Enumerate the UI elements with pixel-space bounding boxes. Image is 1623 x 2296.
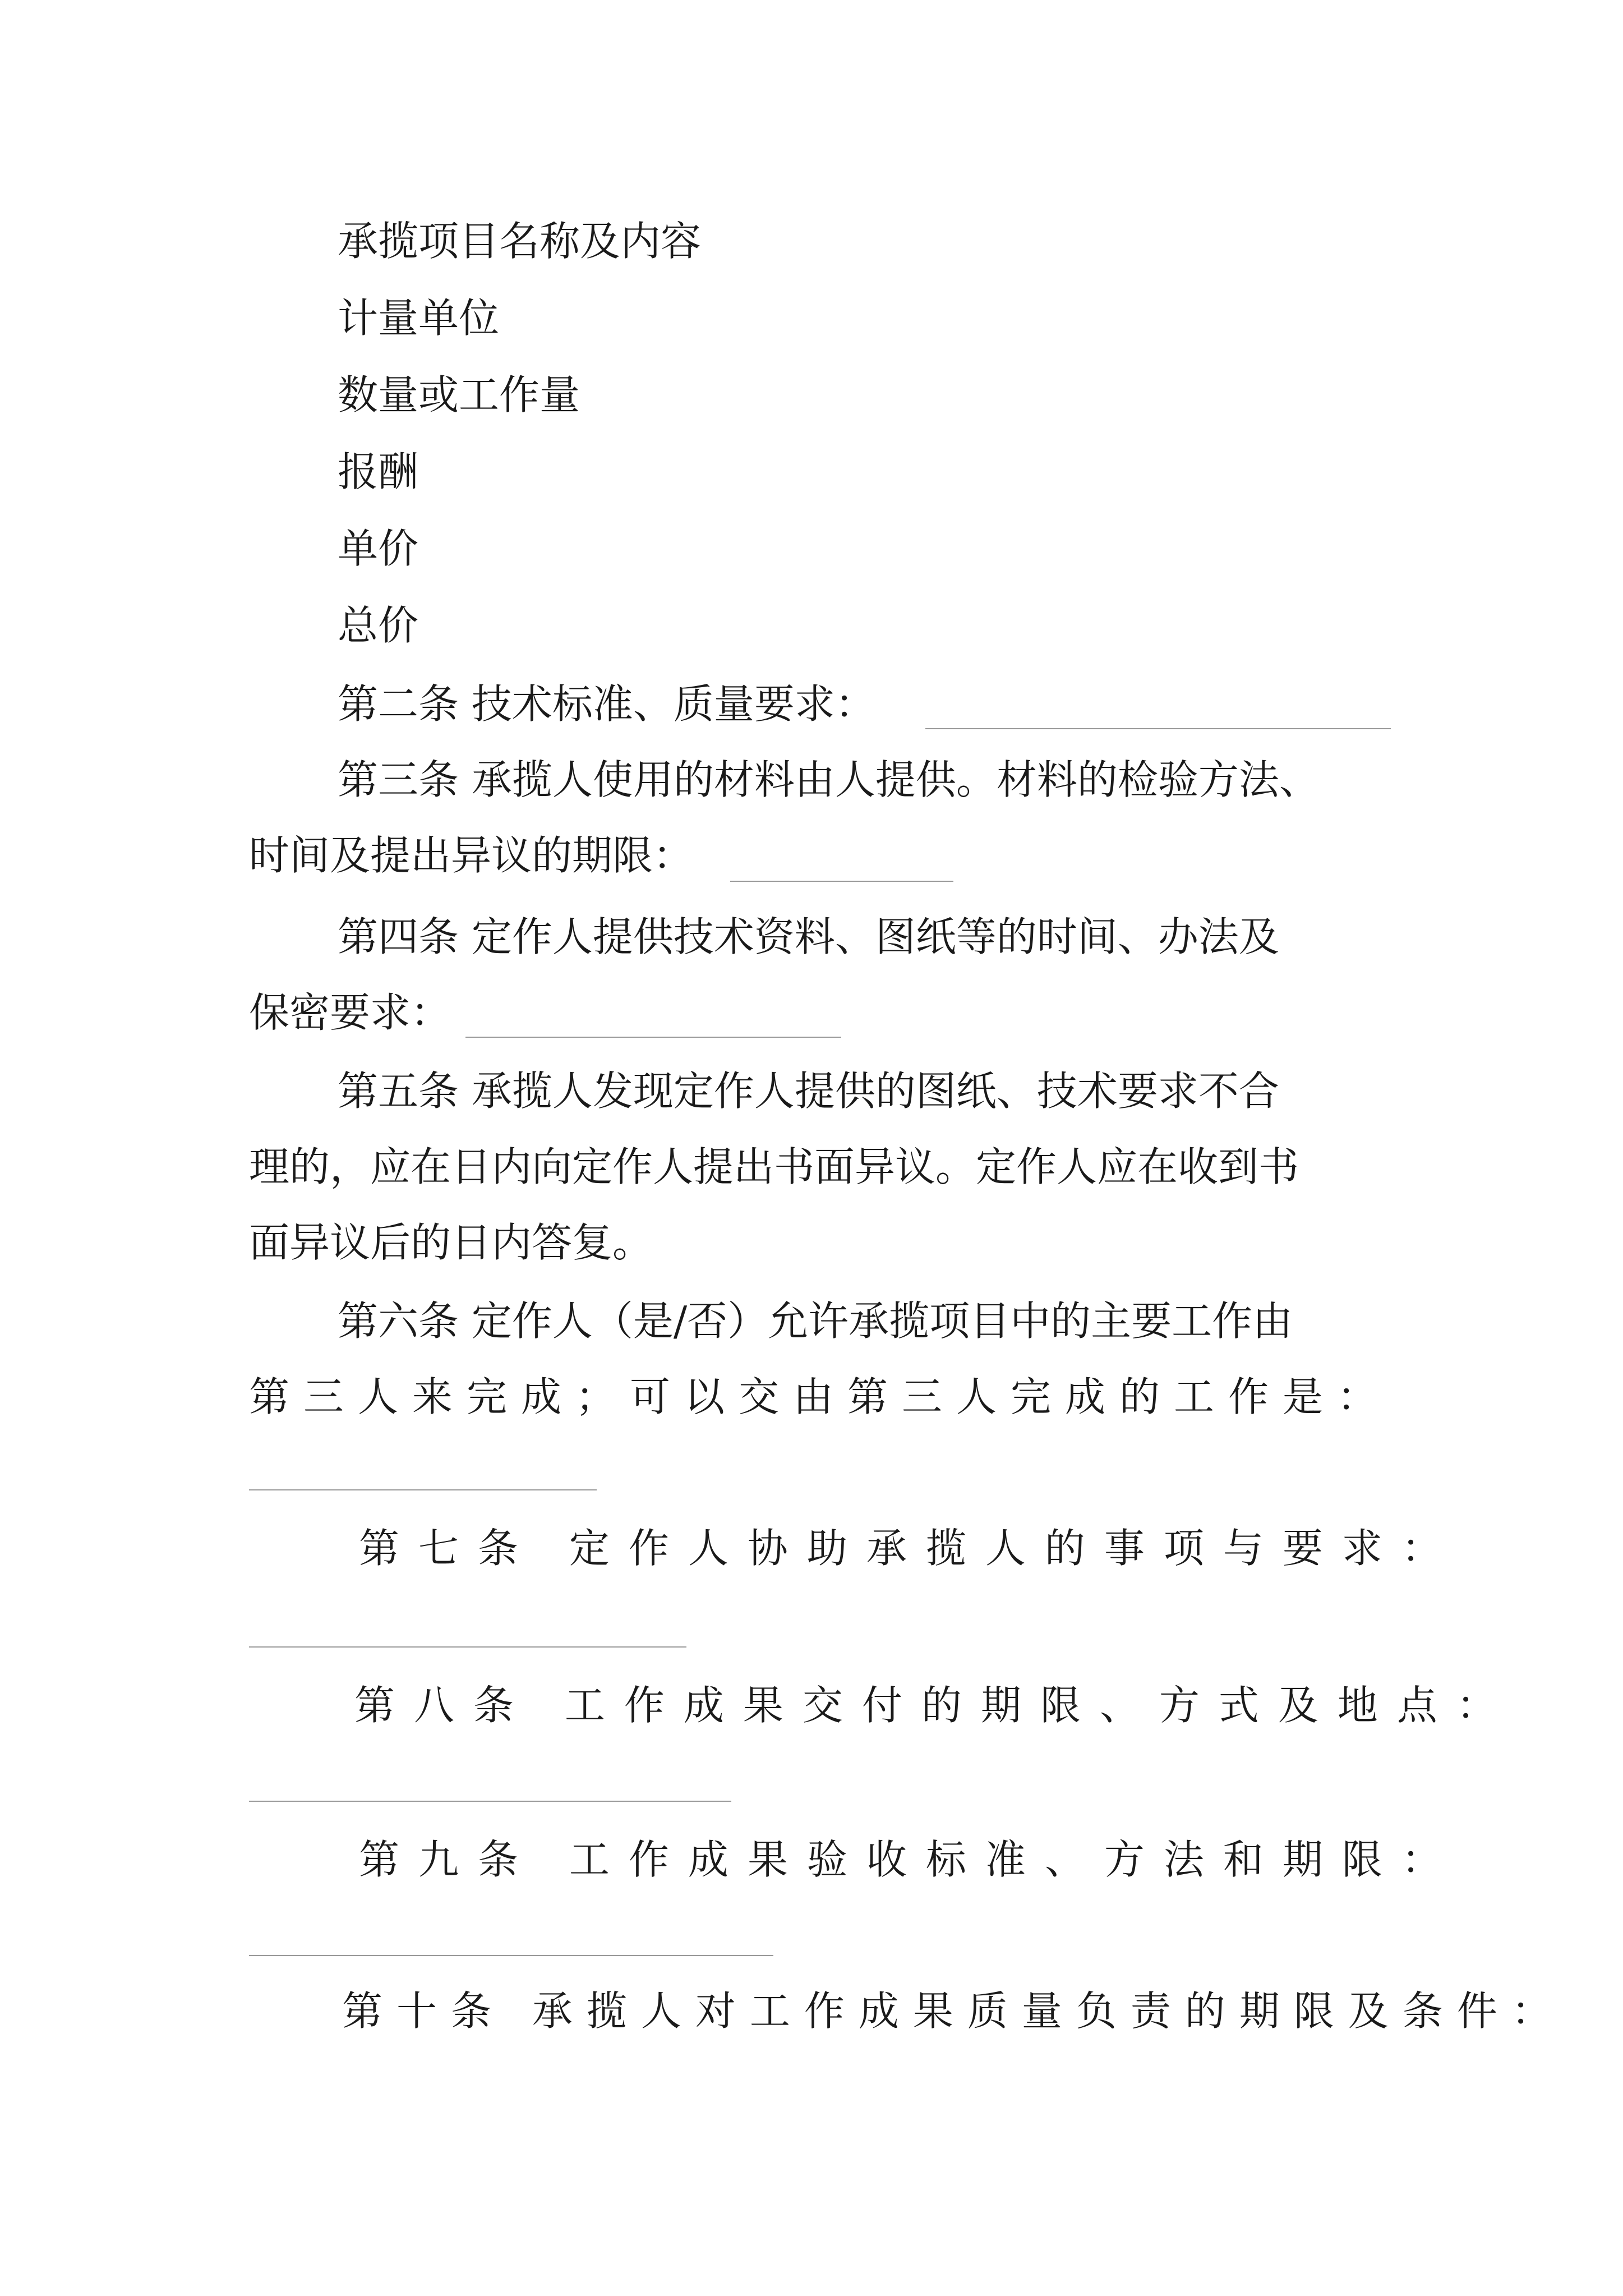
item-name-label: 承揽项目名称及内容 <box>338 218 702 265</box>
clause-7-text: 第七条 定作人协助承揽人的事项与要求： <box>359 1525 1461 1572</box>
clause-8-blank <box>249 1801 731 1802</box>
clause-5-line-1: 第五条 承揽人发现定作人提供的图纸、技术要求不合 <box>338 1068 1279 1115</box>
item-unit-price-label: 单价 <box>338 525 419 572</box>
clause-8-text: 第八条 工作成果交付的期限、方式及地点： <box>354 1682 1516 1729</box>
clause-4-line-2: 保密要求： <box>249 989 451 1036</box>
clause-9-text: 第九条 工作成果验收标准、方法和期限： <box>359 1836 1461 1883</box>
clause-3-line-2: 时间及提出异议的期限： <box>249 832 694 879</box>
item-total-label: 总价 <box>338 602 419 649</box>
item-quantity-label: 数量或工作量 <box>338 371 580 418</box>
clause-10-text: 第十条 承揽人对工作成果质量负责的期限及条件： <box>342 1987 1566 2035</box>
clause-6-blank <box>249 1489 597 1490</box>
clause-2-blank <box>925 728 1391 729</box>
clause-9-blank <box>249 1955 773 1956</box>
clause-7-blank <box>249 1646 686 1648</box>
clause-5-line-2: 理的，应在日内向定作人提出书面异议。定作人应在收到书 <box>249 1143 1299 1190</box>
clause-3-blank <box>730 881 953 882</box>
clause-6-line-2: 第三人来完成；可以交由第三人完成的工作是： <box>249 1373 1392 1420</box>
clause-4-blank <box>465 1037 841 1038</box>
clause-3-line-1: 第三条 承揽人使用的材料由人提供。材料的检验方法、 <box>338 756 1320 803</box>
clause-6-line-1: 第六条 定作人（是/否）允许承揽项目中的主要工作由 <box>338 1297 1293 1345</box>
item-pay-label: 报酬 <box>338 448 419 495</box>
item-unit-label: 计量单位 <box>338 295 500 342</box>
clause-2-text: 第二条 技术标准、质量要求： <box>338 680 875 728</box>
clause-4-line-1: 第四条 定作人提供技术资料、图纸等的时间、办法及 <box>338 913 1279 960</box>
clause-5-line-3: 面异议后的日内答复。 <box>249 1219 653 1266</box>
